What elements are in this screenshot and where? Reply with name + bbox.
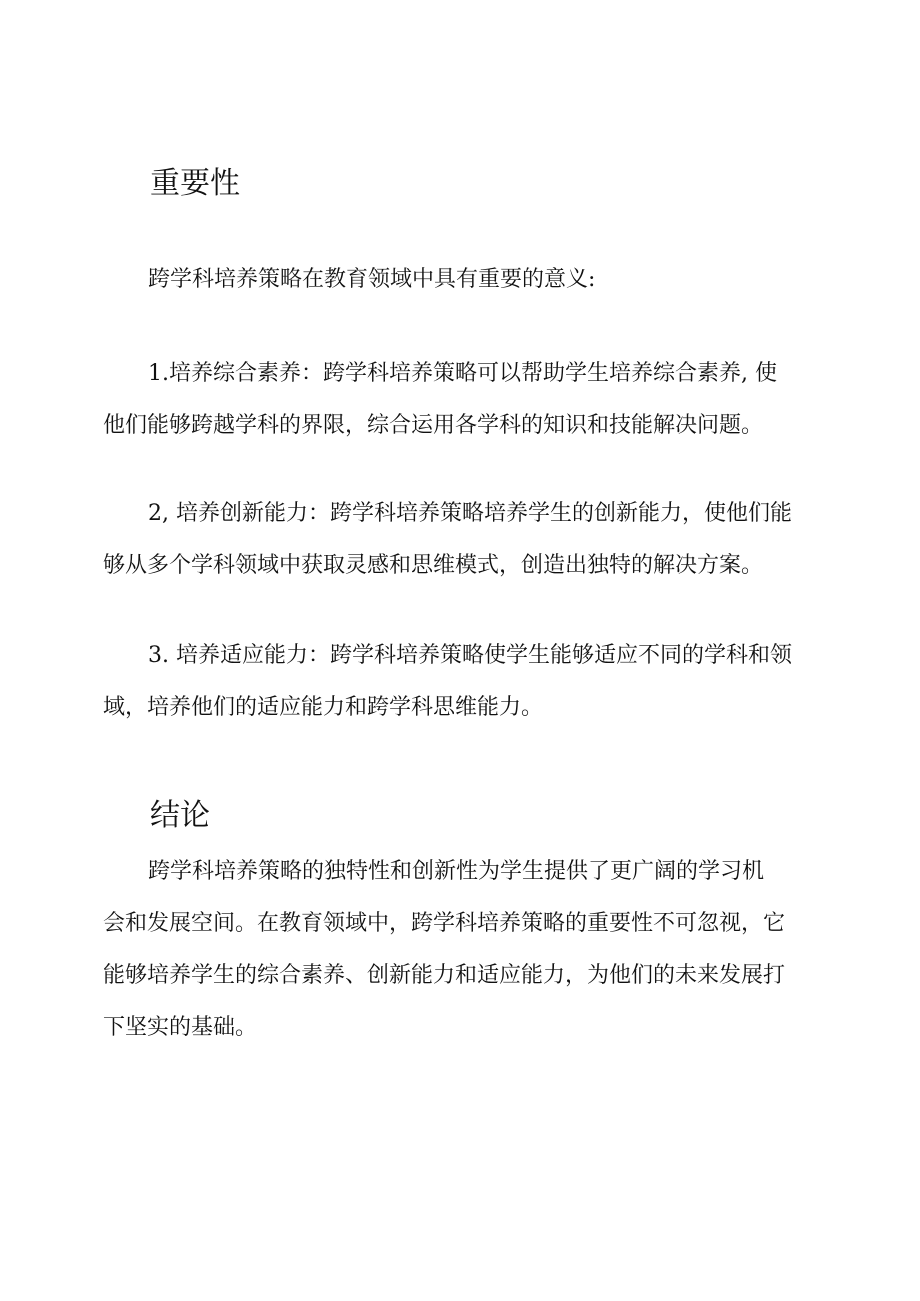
importance-intro-line: 跨学科培养策略在教育领域中具有重要的意义: — [148, 267, 596, 292]
importance-intro — [103, 254, 825, 306]
conclusion-paragraph — [103, 846, 825, 1054]
importance-item-1-line-1: 1.培养综合素养：跨学科培养策略可以帮助学生培养综合素养, 使 — [148, 361, 777, 386]
section-heading-importance: 重要性 — [150, 166, 240, 201]
importance-item-2-line-2: 够从多个学科领域中获取灵感和思维模式，创造出独特的解决方案。 — [103, 553, 764, 578]
importance-item-1 — [103, 348, 825, 452]
importance-item-2-line-1: 2, 培养创新能力：跨学科培养策略培养学生的创新能力，使他们能 — [148, 501, 792, 526]
importance-item-1-line-2: 他们能够跨越学科的界限，综合运用各学科的知识和技能解决问题。 — [103, 413, 764, 438]
importance-item-3-line-1: 3. 培养适应能力：跨学科培养策略使学生能够适应不同的学科和领 — [148, 643, 792, 668]
importance-item-3 — [103, 630, 825, 734]
conclusion-line-1: 跨学科培养策略的独特性和创新性为学生提供了更广阔的学习机 — [148, 859, 765, 884]
conclusion-line-4: 下坚实的基础。 — [103, 1015, 258, 1040]
conclusion-line-3: 能够培养学生的综合素养、创新能力和适应能力，为他们的未来发展打 — [103, 963, 786, 988]
section-heading-conclusion: 结论 — [150, 798, 210, 833]
conclusion-line-2: 会和发展空间。在教育领域中，跨学科培养策略的重要性不可忽视，它 — [103, 911, 786, 936]
importance-item-3-line-2: 域，培养他们的适应能力和跨学科思维能力。 — [103, 695, 544, 720]
importance-item-2 — [103, 488, 825, 592]
